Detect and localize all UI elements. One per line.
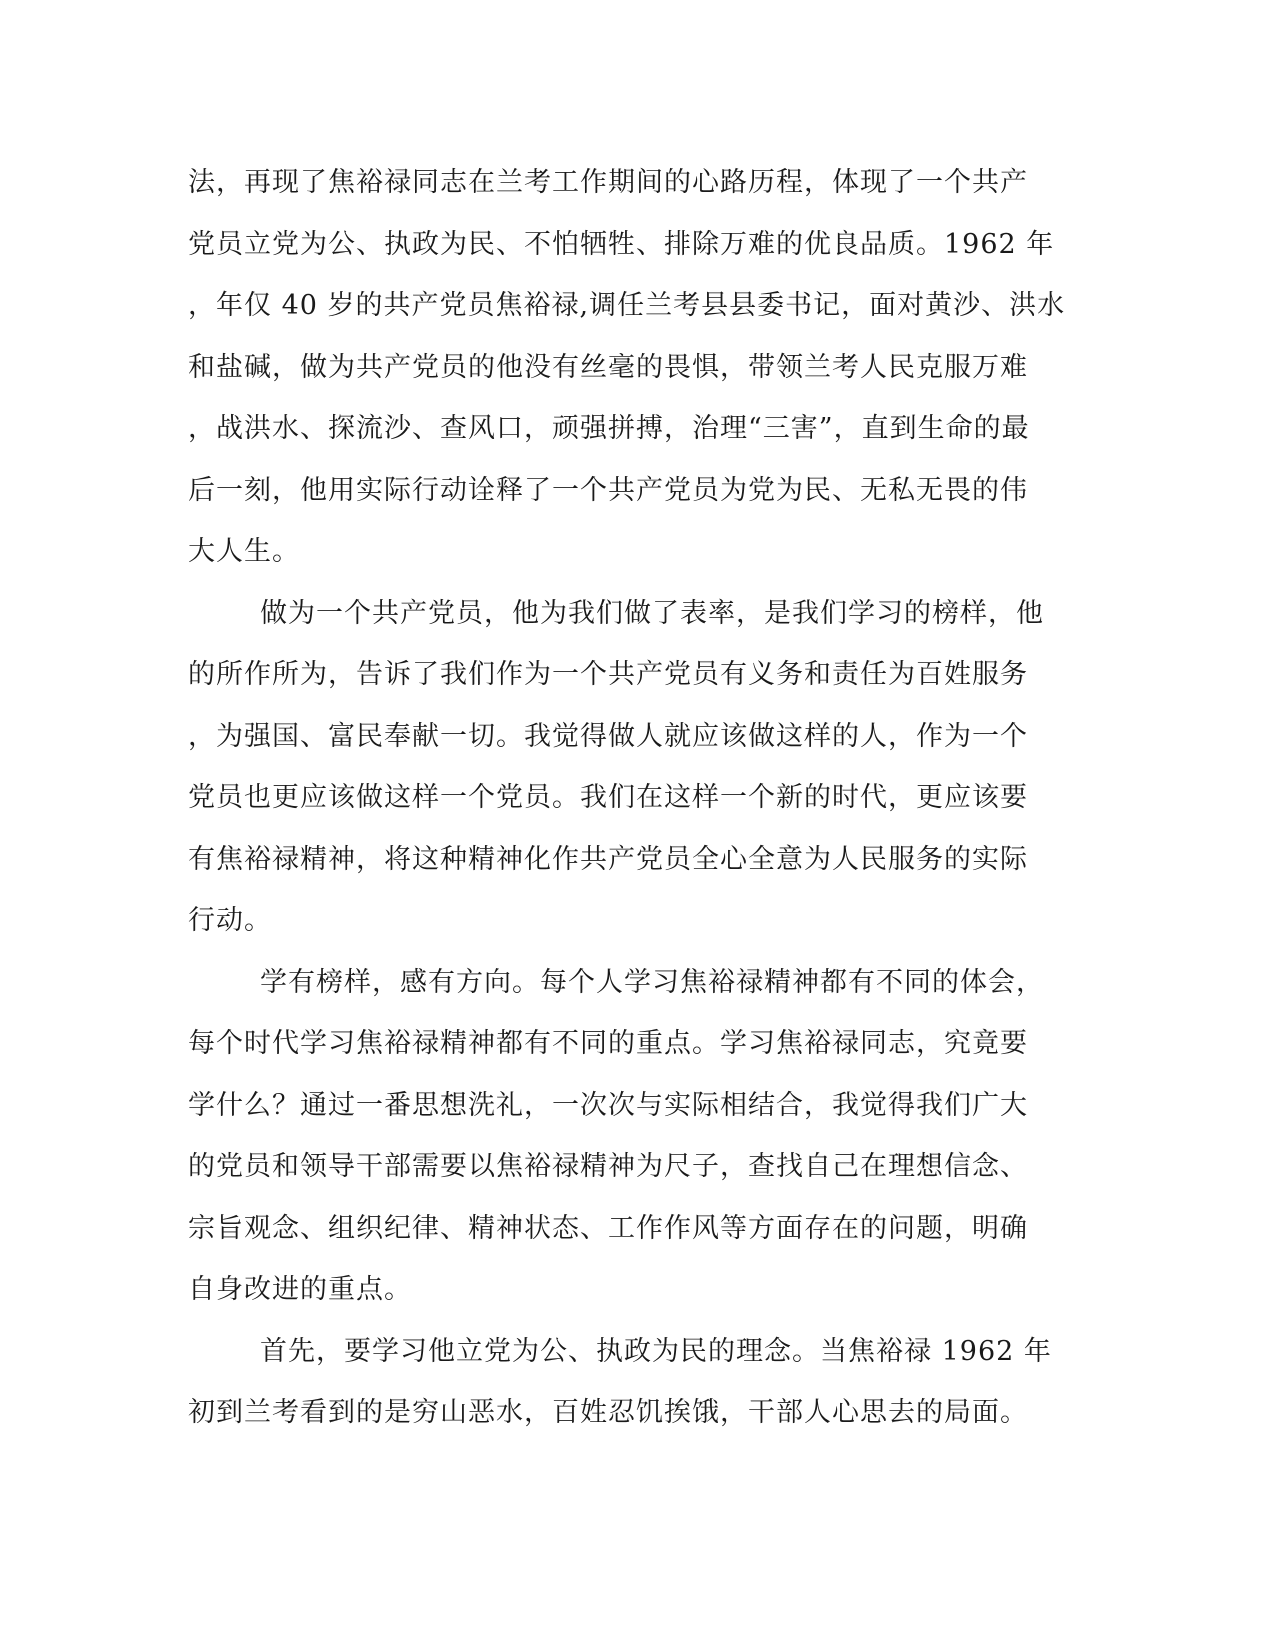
text-line: 自身改进的重点。 — [188, 1274, 412, 1305]
text-line: 初到兰考看到的是穷山恶水，百姓忍饥挨饿，干部人心思去的局面。 — [188, 1397, 1028, 1428]
text-line: 的所作所为，告诉了我们作为一个共产党员有义务和责任为百姓服务 — [188, 659, 1028, 690]
text-line: ，年仅 40 岁的共产党员焦裕禄,调任兰考县县委书记，面对黄沙、洪水 — [188, 290, 1066, 321]
text-line: 大人生。 — [188, 536, 300, 567]
paragraph-first-line: 学有榜样，感有方向。每个人学习焦裕禄精神都有不同的体会， — [260, 966, 1044, 998]
body-text — [188, 152, 1088, 1444]
text-line: 有焦裕禄精神，将这种精神化作共产党员全心全意为人民服务的实际 — [188, 843, 1028, 875]
text-line: 学什么？通过一番思想洗礼，一次次与实际相结合，我觉得我们广大 — [188, 1089, 1028, 1121]
paragraph-first-line: 做为一个共产党员，他为我们做了表率，是我们学习的榜样，他 — [260, 597, 1044, 629]
text-line: 宗旨观念、组织纪律、精神状态、工作作风等方面存在的问题，明确 — [188, 1212, 1028, 1244]
text-line: ，为强国、富民奉献一切。我觉得做人就应该做这样的人，作为一个 — [188, 720, 1028, 752]
text-line: 的党员和领导干部需要以焦裕禄精神为尺子，查找自己在理想信念、 — [188, 1151, 1028, 1182]
text-line: 党员也更应该做这样一个党员。我们在这样一个新的时代，更应该要 — [188, 782, 1028, 813]
text-line: ，战洪水、探流沙、查风口，顽强拼搏，治理“三害”，直到生命的最 — [188, 413, 1030, 444]
text-line: 每个时代学习焦裕禄精神都有不同的重点。学习焦裕禄同志，究竟要 — [188, 1028, 1028, 1059]
text-line: 后一刻，他用实际行动诠释了一个共产党员为党为民、无私无畏的伟 — [188, 474, 1028, 506]
text-line: 法，再现了焦裕禄同志在兰考工作期间的心路历程，体现了一个共产 — [188, 167, 1028, 198]
text-line: 党员立党为公、执政为民、不怕牺牲、排除万难的优良品质。1962 年 — [188, 228, 1055, 260]
text-line: 行动。 — [188, 905, 272, 936]
text-line: 和盐碱，做为共产党员的他没有丝毫的畏惧，带领兰考人民克服万难 — [188, 351, 1028, 383]
paragraph-first-line: 首先，要学习他立党为公、执政为民的理念。当焦裕禄 1962 年 — [260, 1335, 1052, 1367]
